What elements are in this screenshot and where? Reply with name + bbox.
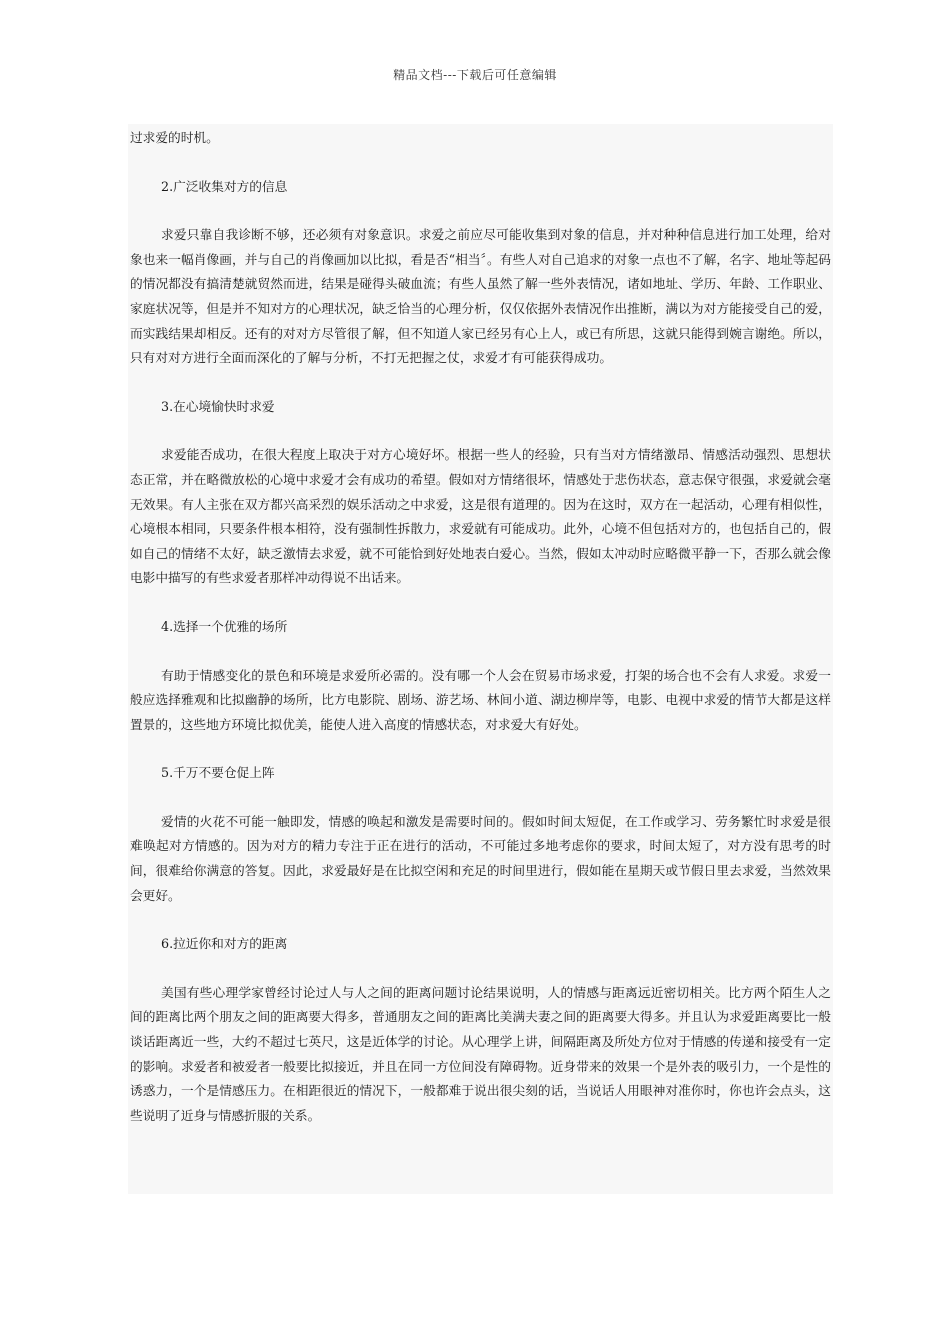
paragraph-continuation: 过求爱的时机。 [130, 130, 219, 145]
section-heading-6: 6.拉近你和对方的距离 [161, 936, 288, 952]
section-heading-4: 4.选择一个优雅的场所 [161, 618, 288, 634]
section-heading-2: 2.广泛收集对方的信息 [161, 178, 288, 194]
paragraph-section-5: 爱情的火花不可能一触即发，情感的唤起和激发是需要时间的。假如时间太短促，在工作或学习、劳务繁忙时求爱是很难唤起对方情感的。因为对方的精力专注于正在进行的活动，不可能过多地考虑你的要求，时间太短了，对方没有思考的时间，很难给你满意的答复。因此，求爱最好是在比拟空闲和充足的时间里进行，假如能在星期天或节假日里去求爱，当然效果会更好。 [130, 813, 831, 903]
paragraph-section-2: 求爱只靠自我诊断不够，还必须有对象意识。求爱之前应尽可能收集到对象的信息，并对种种信息进行加工处理，给对象也来一幅肖像画，并与自己的肖像画加以比拟，看是否“相当〞。有些人对自己追求的对象一点也不了解，名字、地址等起码的情况都没有搞清楚就贸然而进，结果是碰得头破血流；有些人虽然了解一些外表情况，诸如地址、学历、年龄、工作职业、家庭状况等，但是并不知对方的心理状况，缺乏恰当的心理分析，仅仅依据外表情况作出推断，满以为对方能接受自己的爱，而实践结果却相反。还有的对对方尽管很了解，但不知道人家已经另有心上人，或已有所思，这就只能得到婉言谢绝。所以，只有对对方进行全面而深化的了解与分析，不打无把握之仗，求爱才有可能获得成功。 [130, 227, 831, 366]
document-body [128, 124, 833, 1194]
section-heading-3: 3.在心境愉快时求爱 [161, 398, 275, 414]
paragraph-section-3: 求爱能否成功，在很大程度上取决于对方心境好坏。根据一些人的经验，只有当对方情绪激昂、情感活动强烈、思想状态正常，并在略微放松的心境中求爱才会有成功的希望。假如对方情绪很坏，情感处于悲伤状态，意志保守很强，求爱就会毫无效果。有人主张在双方都兴高采烈的娱乐活动之中求爱，这是很有道理的。因为在这时，双方在一起活动，心理有相似性，心境根本相同，只要条件根本相符，没有强制性拆散力，求爱就有可能成功。此外，心境不但包括对方的，也包括自己的，假如自己的情绪不太好，缺乏激情去求爱，就不可能恰到好处地表白爱心。当然，假如太冲动时应略微平静一下，否那么就会像电影中描写的有些求爱者那样冲动得说不出话来。 [130, 447, 831, 586]
page-header: 精品文档---下载后可任意编辑 [393, 68, 557, 82]
paragraph-section-6: 美国有些心理学家曾经讨论过人与人之间的距离问题讨论结果说明，人的情感与距离远近密切相关。比方两个陌生人之间的距离比两个朋友之间的距离要大得多，普通朋友之间的距离比美满夫妻之间的距离要大得多。并且认为求爱距离要比一般谈话距离近一些，大约不超过七英尺，这是近体学的讨论。从心理学上讲，间隔距离及所处方位对于情感的传递和接受有一定的影响。求爱者和被爱者一般要比拟接近，并且在同一方位间没有障碍物。近身带来的效果一个是外表的吸引力，一个是性的诱惑力，一个是情感压力。在相距很近的情况下，一般都难于说出很尖刻的话，当说话人用眼神对准你时，你也许会点头，这些说明了近身与情感折服的关系。 [130, 984, 831, 1123]
section-heading-5: 5.千万不要仓促上阵 [161, 765, 275, 781]
paragraph-section-4: 有助于情感变化的景色和环境是求爱所必需的。没有哪一个人会在贸易市场求爱，打架的场合也不会有人求爱。求爱一般应选择雅观和比拟幽静的场所，比方电影院、剧场、游艺场、林间小道、湖边柳岸等，电影、电视中求爱的情节大都是这样置景的，这些地方环境比拟优美，能使人进入高度的情感状态，对求爱大有好处。 [130, 667, 831, 732]
